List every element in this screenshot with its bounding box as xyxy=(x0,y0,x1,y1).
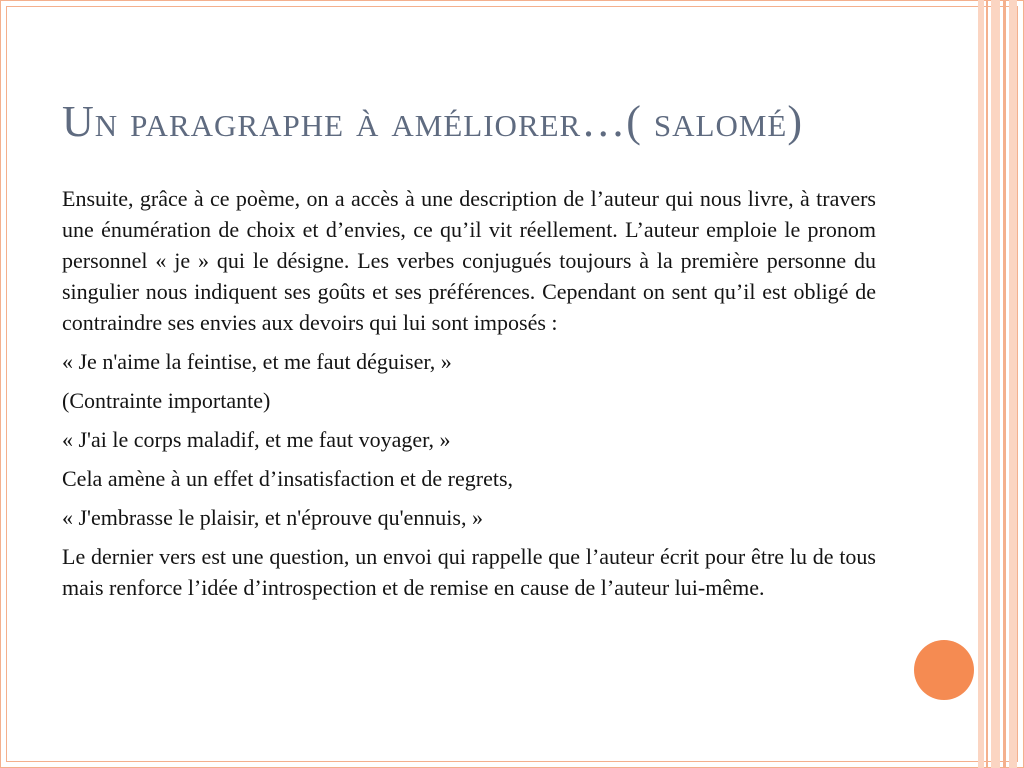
decorative-stripe xyxy=(1003,0,1006,768)
slide-title: Un paragraphe à améliorer…( salomé) xyxy=(62,97,803,146)
body-quote-line: « Je n'aime la feintise, et me faut déguiser, » xyxy=(62,349,452,374)
slide-body xyxy=(62,183,876,611)
decorative-stripe xyxy=(978,0,984,768)
accent-circle xyxy=(914,640,974,700)
decorative-stripe xyxy=(991,0,1000,768)
body-quote-line: « J'ai le corps maladif, et me faut voyager, » xyxy=(62,427,451,452)
body-paragraph: Ensuite, grâce à ce poème, on a accès à une description de l’auteur qui nous livre, à travers une énumération de choix et d’envies, ce qu’il vit réellement. L’auteur emploie le pronom personnel « je » qui le désigne. Les verbes conjugués toujours à la première personne du singulier nous indiquent ses goûts et ses préférences. Cependant on sent qu’il est obligé de contraindre ses envies aux devoirs qui lui sont imposés : xyxy=(62,186,876,335)
body-paragraph: Le dernier vers est une question, un envoi qui rappelle que l’auteur écrit pour être lu de tous mais renforce l’idée d’introspection et de remise en cause de l’auteur lui-même. xyxy=(62,544,876,600)
decorative-stripe xyxy=(1009,0,1017,768)
body-paragraph: (Contrainte importante) xyxy=(62,388,271,413)
decorative-stripe xyxy=(986,0,988,768)
body-quote-line: « J'embrasse le plaisir, et n'éprouve qu'ennuis, » xyxy=(62,505,483,530)
body-paragraph: Cela amène à un effet d’insatisfaction et de regrets, xyxy=(62,466,514,491)
